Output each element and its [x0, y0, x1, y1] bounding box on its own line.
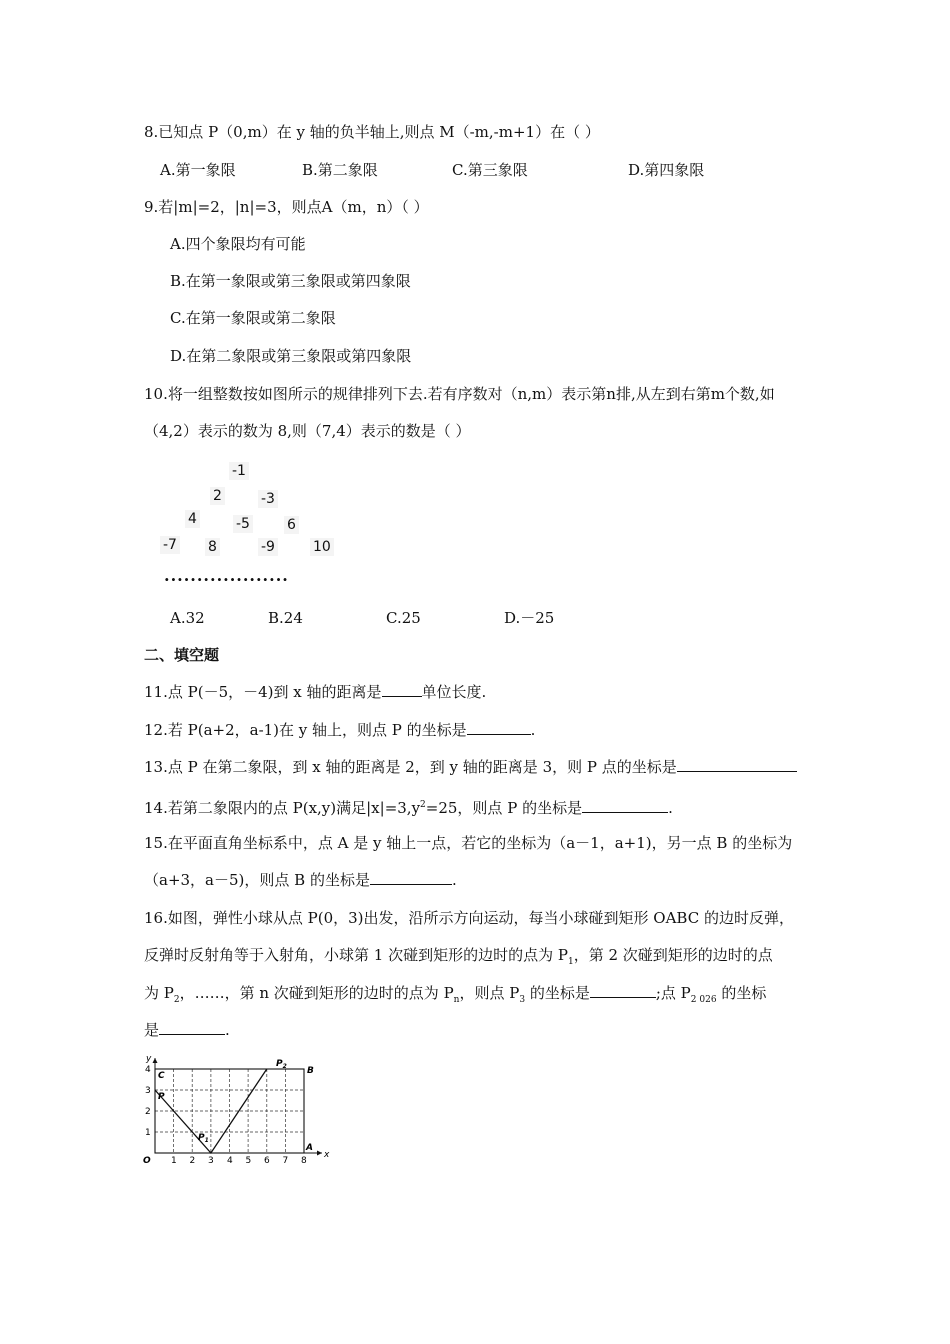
x-axis-label: x	[324, 1150, 330, 1160]
q16-blank-p2026[interactable]	[159, 1020, 225, 1035]
q14	[144, 795, 673, 818]
triangle-number: -3	[258, 490, 278, 508]
q14-text-after: .	[668, 799, 673, 817]
q16-text: 反弹时反射角等于入射角，小球第 1 次碰到矩形的边时的点为 P	[144, 946, 568, 964]
x-tick-labels	[171, 1156, 307, 1163]
q14-text-mid: =25，则点 P 的坐标是	[425, 799, 583, 817]
y-tick-labels	[145, 1065, 151, 1138]
q16-sub: 2 026	[690, 995, 717, 1005]
q10-option-c: C.25	[386, 609, 421, 627]
q14-sup: 2	[420, 800, 426, 810]
x-tick-label: 6	[264, 1156, 270, 1163]
q16-sub: 3	[519, 995, 526, 1005]
q8-stem: 8.已知点 P（0,m）在 y 轴的负半轴上,则点 M（-m,-m+1）在（ ）	[144, 123, 600, 141]
q9-stem: 9.若|m|=2，|n|=3，则点A（m，n）（ ）	[144, 198, 429, 216]
q10-option-d: D.－25	[504, 609, 555, 627]
triangle-continuation-dots: ...................	[164, 566, 289, 585]
q12-blank[interactable]	[467, 720, 531, 735]
q16-text: ，……，第 n 次碰到矩形的边时的点为 P	[179, 984, 454, 1002]
q12-text-after: .	[530, 721, 536, 739]
y-axis-arrow-icon	[153, 1058, 158, 1063]
q14-blank[interactable]	[582, 798, 668, 813]
triangle-number: -9	[258, 538, 278, 556]
q16-sub: 1	[567, 957, 574, 967]
q16-line1: 16.如图，弹性小球从点 P(0，3)出发，沿所示方向运动，每当小球碰到矩形 OABC 的边时反弹，	[144, 909, 794, 927]
q15-text: （a+3，a－5)，则点 B 的坐标是	[144, 871, 370, 889]
q10-line2: （4,2）表示的数为 8,则（7,4）表示的数是（ ）	[144, 422, 471, 440]
q8-option-b: B.第二象限	[302, 161, 378, 179]
triangle-number: -5	[233, 515, 253, 533]
q16-text: .	[225, 1021, 230, 1039]
q16-sub: n	[453, 995, 460, 1005]
x-axis-arrow-icon	[317, 1151, 322, 1156]
triangle-number: -7	[160, 536, 180, 554]
number-triangle-figure	[158, 462, 338, 582]
q13	[144, 757, 797, 777]
grid	[155, 1069, 304, 1153]
q15-text-after: .	[451, 871, 457, 889]
q10-option-b: B.24	[268, 609, 303, 627]
q16-text: 是	[144, 1021, 160, 1039]
q14-text: 14.若第二象限内的点 P(x,y)满足|x|=3,y	[144, 799, 421, 817]
q16-sub: 2	[173, 995, 180, 1005]
q15-line2	[144, 870, 457, 890]
x-tick-label: 4	[227, 1156, 233, 1163]
q11-text: 11.点 P(－5，－4)到 x 轴的距离是	[144, 683, 382, 701]
q11	[144, 682, 486, 702]
triangle-number: 8	[205, 538, 220, 556]
point-p-label: P	[158, 1092, 165, 1102]
rectangle-path-figure	[140, 1053, 330, 1163]
triangle-number: 10	[310, 538, 334, 556]
section-title: 二、填空题	[144, 646, 220, 664]
point-c-label: C	[158, 1071, 165, 1081]
x-tick-label: 7	[282, 1156, 289, 1163]
q10-line1: 10.将一组整数按如图所示的规律排列下去.若有序数对（n,m）表示第n排,从左到右第m个数,如	[144, 385, 775, 403]
y-tick-label: 1	[145, 1128, 151, 1138]
q16-blank-p3[interactable]	[590, 983, 656, 998]
triangle-number: -1	[229, 462, 249, 480]
q9-option-c: C.在第一象限或第二象限	[170, 309, 336, 327]
q16-line4	[144, 1020, 230, 1040]
q16-line2	[144, 945, 773, 972]
q15-line1: 15.在平面直角坐标系中，点 A 是 y 轴上一点，若它的坐标为（a－1，a+1)，另一点 B 的坐标为	[144, 834, 793, 852]
x-tick-label: 8	[301, 1156, 307, 1163]
q13-text: 13.点 P 在第二象限，到 x 轴的距离是 2，到 y 轴的距离是 3，则 P 点的坐标是	[144, 758, 677, 776]
q16-text: ;点 P	[655, 984, 691, 1002]
q16-line3	[144, 983, 766, 1010]
q13-blank[interactable]	[677, 757, 797, 772]
q16-text: ，则点 P	[459, 984, 520, 1002]
q11-text-after: 单位长度.	[421, 683, 487, 701]
q12	[144, 720, 535, 740]
x-tick-label: 3	[208, 1156, 214, 1163]
q12-text: 12.若 P(a+2，a-1)在 y 轴上，则点 P 的坐标是	[144, 721, 467, 739]
x-tick-label: 5	[245, 1156, 252, 1163]
y-tick-label: 3	[145, 1086, 151, 1096]
x-tick-label: 2	[189, 1156, 196, 1163]
q8-option-a: A.第一象限	[160, 161, 236, 179]
triangle-number: 6	[284, 516, 299, 534]
triangle-number: 2	[210, 487, 225, 505]
q9-option-b: B.在第一象限或第三象限或第四象限	[170, 272, 411, 290]
q16-text: 的坐标	[716, 984, 767, 1002]
q8-option-d: D.第四象限	[628, 161, 705, 179]
point-a-label: A	[306, 1143, 313, 1153]
y-tick-label: 4	[145, 1065, 151, 1075]
q9-option-a: A.四个象限均有可能	[170, 235, 306, 253]
point-p1-label: $P_1$	[198, 1133, 209, 1144]
q11-blank[interactable]	[382, 682, 422, 697]
q8-option-c: C.第三象限	[452, 161, 528, 179]
y-axis-label: y	[146, 1054, 152, 1064]
origin-label: O	[143, 1156, 151, 1163]
point-b-label: B	[307, 1066, 314, 1076]
point-p2-label: $P_2$	[276, 1059, 287, 1070]
q16-text: 的坐标是	[525, 984, 590, 1002]
x-tick-label: 1	[171, 1156, 177, 1163]
q15-blank[interactable]	[370, 870, 452, 885]
q9-option-d: D.在第二象限或第三象限或第四象限	[170, 347, 412, 365]
triangle-number: 4	[185, 510, 200, 528]
q10-option-a: A.32	[170, 609, 205, 627]
q16-text: 为 P	[144, 984, 174, 1002]
y-tick-label: 2	[145, 1107, 151, 1117]
q16-text: ，第 2 次碰到矩形的边时的点	[573, 946, 773, 964]
